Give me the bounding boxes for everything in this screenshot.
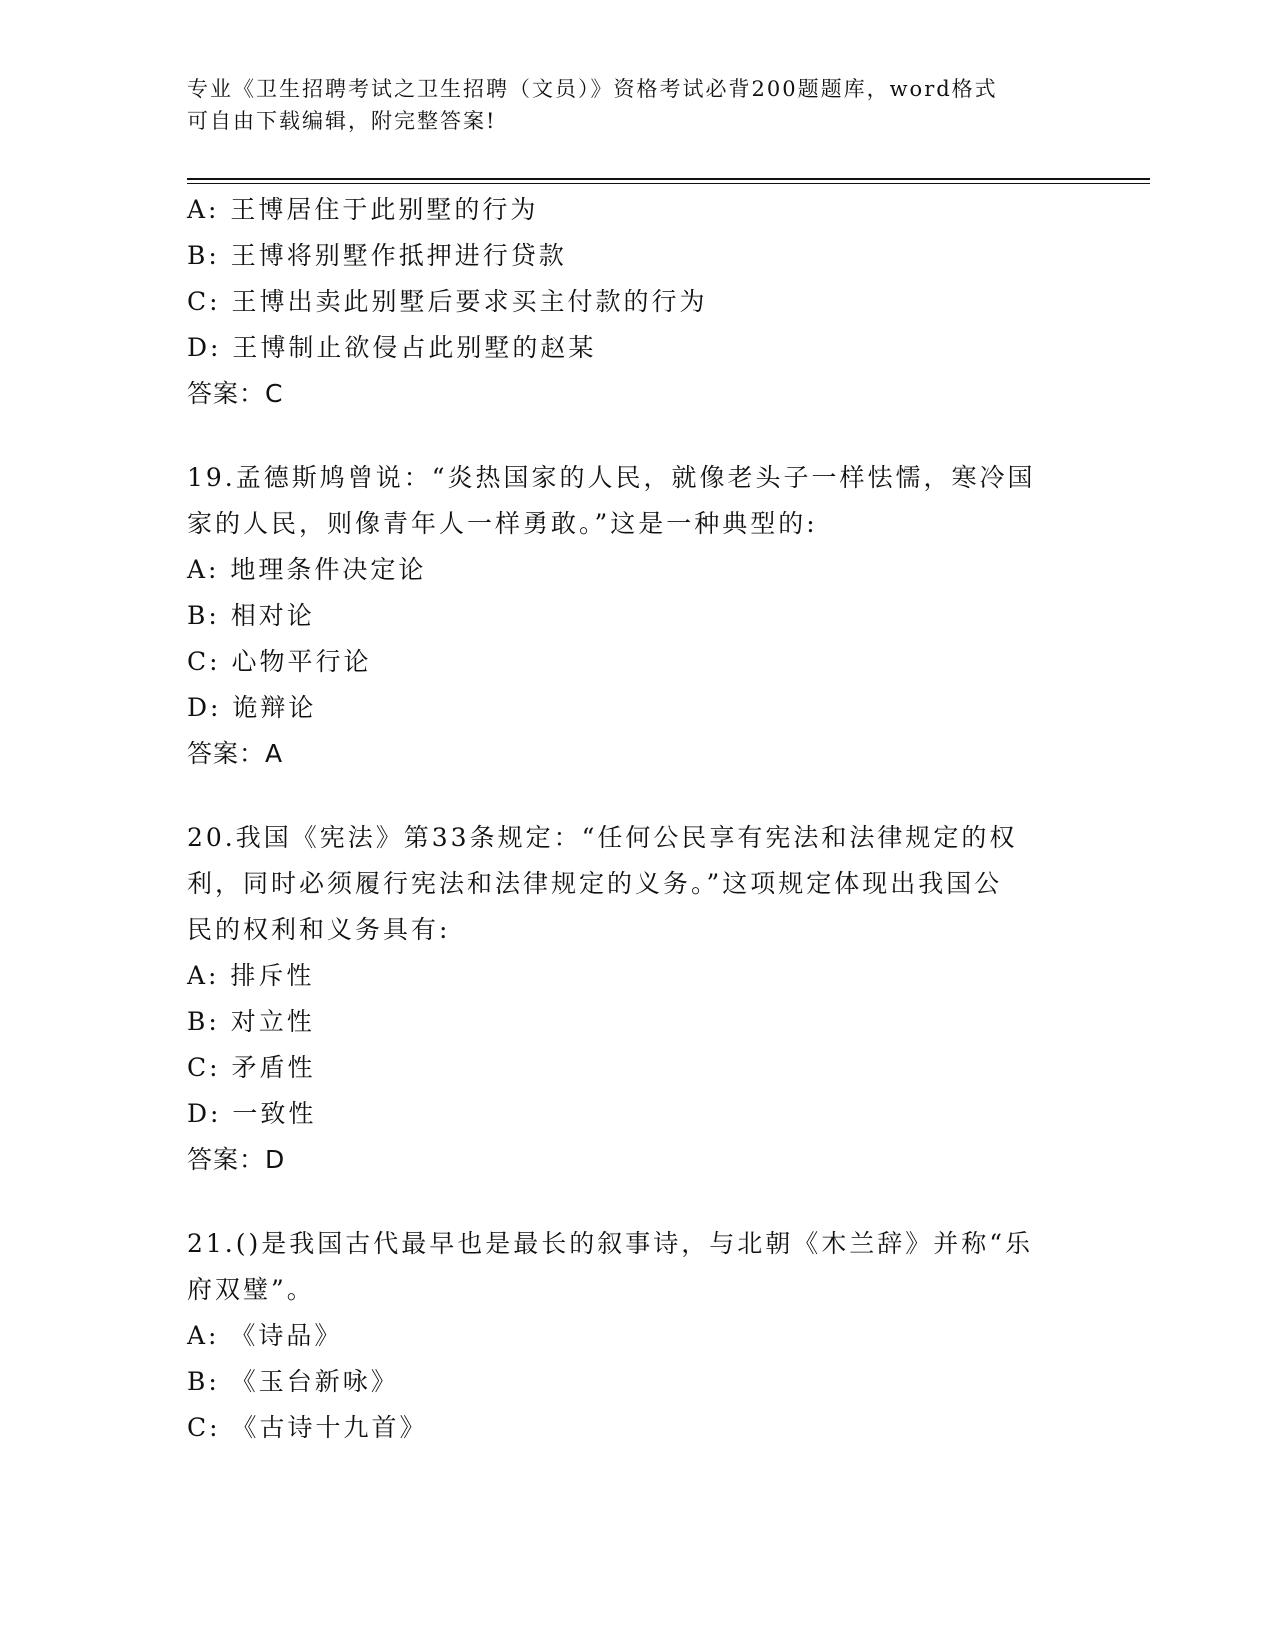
document-header	[187, 73, 1077, 137]
answer-line: 答案：D	[187, 1145, 286, 1174]
question-line: 家的人民，则像青年人一样勇敢。”这是一种典型的:	[187, 509, 818, 538]
question-line: 利，同时必须履行宪法和法律规定的义务。”这项规定体现出我国公	[187, 869, 1003, 898]
question-18-block	[187, 187, 1087, 417]
option-a: A: 王博居住于此别墅的行为	[187, 195, 539, 224]
question-21-block	[187, 1221, 1087, 1451]
option-c: C: 矛盾性	[187, 1053, 316, 1082]
option-c: C: 王博出卖此别墅后要求买主付款的行为	[187, 287, 708, 316]
option-c: C: 心物平行论	[187, 647, 372, 676]
option-b: B: 相对论	[187, 601, 315, 630]
header-line-1: 专业《卫生招聘考试之卫生招聘（文员）》资格考试必背200题题库，word格式	[187, 77, 998, 101]
option-c: C: 《古诗十九首》	[187, 1413, 428, 1442]
header-line-2: 可自由下载编辑，附完整答案!	[187, 109, 497, 133]
question-19-block	[187, 455, 1087, 777]
answer-line: 答案：C	[187, 379, 284, 408]
question-line: 民的权利和义务具有:	[187, 915, 451, 944]
option-a: A: 排斥性	[187, 961, 315, 990]
option-a: A: 地理条件决定论	[187, 555, 427, 584]
option-b: B: 对立性	[187, 1007, 315, 1036]
option-d: D: 诡辩论	[187, 693, 317, 722]
answer-line: 答案：A	[187, 739, 284, 768]
option-d: D: 王博制止欲侵占此别墅的赵某	[187, 333, 597, 362]
option-b: B: 《玉台新咏》	[187, 1367, 399, 1396]
header-rule-thin	[187, 183, 1150, 184]
option-b: B: 王博将别墅作抵押进行贷款	[187, 241, 567, 270]
question-line: 20.我国《宪法》第33条规定：“任何公民享有宪法和法律规定的权	[187, 823, 1018, 852]
header-rule-thick	[187, 178, 1150, 180]
option-a: A: 《诗品》	[187, 1321, 343, 1350]
document-body	[187, 187, 1087, 1451]
question-line: 19.孟德斯鸠曾说：“炎热国家的人民，就像老头子一样怯懦，寒冷国	[187, 463, 1036, 492]
question-stem	[187, 1221, 1087, 1313]
question-stem	[187, 455, 1087, 547]
question-stem	[187, 815, 1087, 953]
question-20-block	[187, 815, 1087, 1183]
option-d: D: 一致性	[187, 1099, 317, 1128]
question-line: 府双璧”。	[187, 1275, 315, 1304]
question-line: 21.()是我国古代最早也是最长的叙事诗，与北朝《木兰辞》并称“乐	[187, 1229, 1034, 1258]
